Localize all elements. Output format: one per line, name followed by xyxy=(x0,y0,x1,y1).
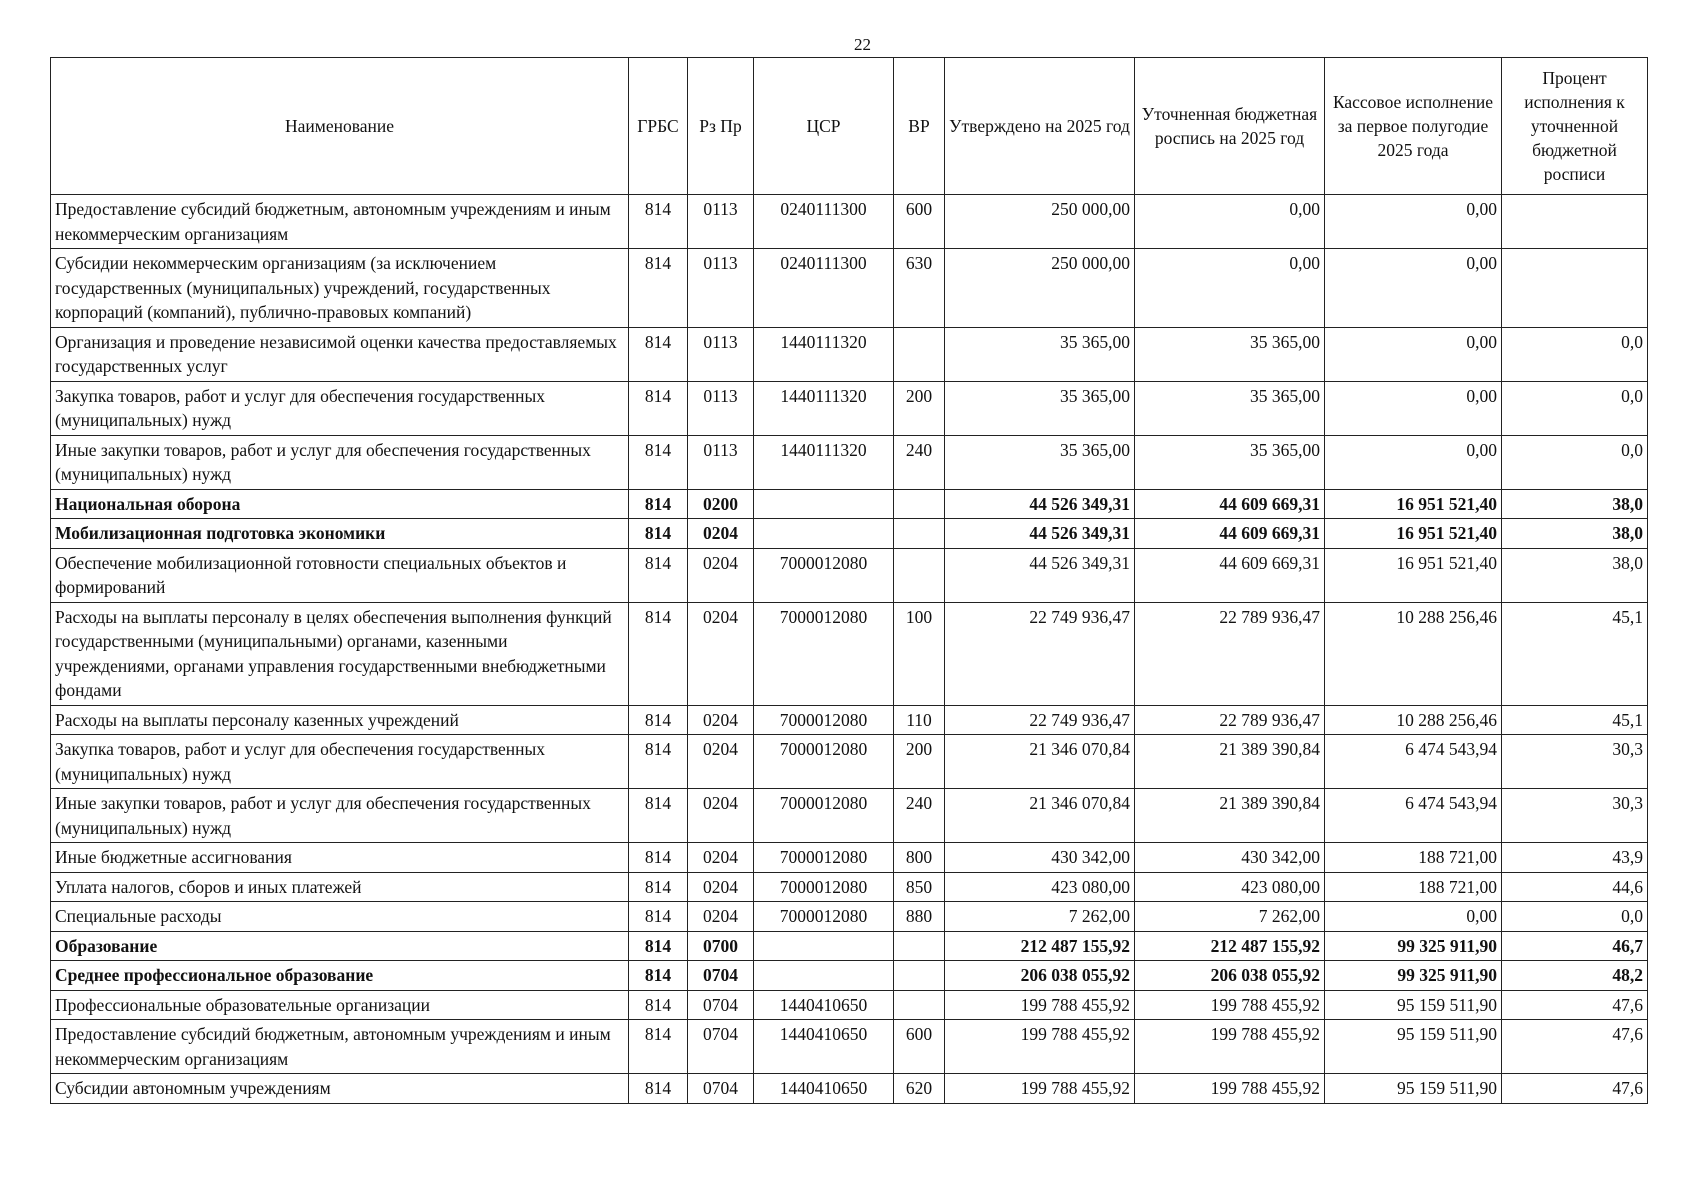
header-approved: Утверждено на 2025 год xyxy=(945,58,1135,195)
cell-name: Субсидии некоммерческим организациям (за исключением государственных (муниципальных) учреждений, государственных корпораций (компаний), публично-правовых компаний) xyxy=(51,249,629,328)
cell-cash: 95 159 511,90 xyxy=(1325,990,1502,1020)
cell-approved: 199 788 455,92 xyxy=(945,990,1135,1020)
cell-cash: 0,00 xyxy=(1325,902,1502,932)
cell-cash: 0,00 xyxy=(1325,327,1502,381)
cell-rzpr: 0204 xyxy=(688,843,754,873)
cell-refined: 21 389 390,84 xyxy=(1135,789,1325,843)
cell-cash: 0,00 xyxy=(1325,195,1502,249)
cell-cash: 16 951 521,40 xyxy=(1325,548,1502,602)
cell-refined: 423 080,00 xyxy=(1135,872,1325,902)
cell-grbs: 814 xyxy=(629,872,688,902)
cell-csr: 7000012080 xyxy=(754,843,894,873)
cell-name: Расходы на выплаты персоналу казенных учреждений xyxy=(51,705,629,735)
cell-refined: 0,00 xyxy=(1135,249,1325,328)
cell-vr: 600 xyxy=(894,195,945,249)
cell-percent: 47,6 xyxy=(1502,1074,1648,1104)
header-rzpr: Рз Пр xyxy=(688,58,754,195)
header-grbs: ГРБС xyxy=(629,58,688,195)
cell-grbs: 814 xyxy=(629,435,688,489)
cell-csr: 7000012080 xyxy=(754,602,894,705)
cell-percent: 0,0 xyxy=(1502,435,1648,489)
cell-percent xyxy=(1502,249,1648,328)
table-header-row xyxy=(51,58,1648,195)
cell-csr xyxy=(754,961,894,991)
table-row xyxy=(51,381,1648,435)
cell-refined: 35 365,00 xyxy=(1135,381,1325,435)
table-row xyxy=(51,435,1648,489)
cell-approved: 21 346 070,84 xyxy=(945,735,1135,789)
cell-approved: 206 038 055,92 xyxy=(945,961,1135,991)
cell-cash: 95 159 511,90 xyxy=(1325,1074,1502,1104)
cell-approved: 250 000,00 xyxy=(945,195,1135,249)
cell-refined: 44 609 669,31 xyxy=(1135,489,1325,519)
header-name: Наименование xyxy=(51,58,629,195)
cell-percent: 47,6 xyxy=(1502,990,1648,1020)
cell-refined: 199 788 455,92 xyxy=(1135,1020,1325,1074)
cell-grbs: 814 xyxy=(629,249,688,328)
cell-vr xyxy=(894,327,945,381)
cell-name: Иные бюджетные ассигнования xyxy=(51,843,629,873)
cell-csr: 0240111300 xyxy=(754,249,894,328)
cell-grbs: 814 xyxy=(629,1074,688,1104)
table-row xyxy=(51,735,1648,789)
cell-percent xyxy=(1502,195,1648,249)
cell-approved: 21 346 070,84 xyxy=(945,789,1135,843)
cell-rzpr: 0113 xyxy=(688,195,754,249)
cell-cash: 16 951 521,40 xyxy=(1325,489,1502,519)
cell-refined: 35 365,00 xyxy=(1135,327,1325,381)
cell-approved: 22 749 936,47 xyxy=(945,705,1135,735)
table-row xyxy=(51,519,1648,549)
cell-rzpr: 0113 xyxy=(688,435,754,489)
cell-cash: 10 288 256,46 xyxy=(1325,705,1502,735)
table-row xyxy=(51,602,1648,705)
cell-cash: 0,00 xyxy=(1325,249,1502,328)
table-row xyxy=(51,195,1648,249)
cell-approved: 212 487 155,92 xyxy=(945,931,1135,961)
cell-rzpr: 0113 xyxy=(688,381,754,435)
cell-approved: 35 365,00 xyxy=(945,435,1135,489)
cell-vr: 850 xyxy=(894,872,945,902)
cell-vr: 880 xyxy=(894,902,945,932)
header-csr: ЦСР xyxy=(754,58,894,195)
cell-cash: 188 721,00 xyxy=(1325,872,1502,902)
cell-grbs: 814 xyxy=(629,843,688,873)
cell-refined: 199 788 455,92 xyxy=(1135,990,1325,1020)
cell-approved: 199 788 455,92 xyxy=(945,1074,1135,1104)
cell-grbs: 814 xyxy=(629,789,688,843)
cell-rzpr: 0200 xyxy=(688,489,754,519)
cell-percent: 38,0 xyxy=(1502,489,1648,519)
cell-refined: 44 609 669,31 xyxy=(1135,519,1325,549)
cell-percent: 47,6 xyxy=(1502,1020,1648,1074)
cell-rzpr: 0113 xyxy=(688,327,754,381)
cell-name: Расходы на выплаты персоналу в целях обеспечения выполнения функций государственными (муниципальными) органами, казенными учреждениями, органами управления государственными внебюджетными фондами xyxy=(51,602,629,705)
cell-approved: 250 000,00 xyxy=(945,249,1135,328)
cell-csr: 7000012080 xyxy=(754,789,894,843)
cell-refined: 21 389 390,84 xyxy=(1135,735,1325,789)
cell-approved: 44 526 349,31 xyxy=(945,489,1135,519)
cell-vr: 630 xyxy=(894,249,945,328)
cell-grbs: 814 xyxy=(629,902,688,932)
cell-rzpr: 0204 xyxy=(688,735,754,789)
cell-cash: 99 325 911,90 xyxy=(1325,931,1502,961)
cell-approved: 430 342,00 xyxy=(945,843,1135,873)
table-row xyxy=(51,961,1648,991)
cell-csr: 1440410650 xyxy=(754,1020,894,1074)
cell-refined: 430 342,00 xyxy=(1135,843,1325,873)
table-row xyxy=(51,489,1648,519)
cell-vr: 620 xyxy=(894,1074,945,1104)
cell-name: Национальная оборона xyxy=(51,489,629,519)
cell-rzpr: 0700 xyxy=(688,931,754,961)
cell-percent: 38,0 xyxy=(1502,548,1648,602)
cell-vr: 240 xyxy=(894,435,945,489)
cell-cash: 95 159 511,90 xyxy=(1325,1020,1502,1074)
cell-refined: 22 789 936,47 xyxy=(1135,602,1325,705)
cell-name: Обеспечение мобилизационной готовности специальных объектов и формирований xyxy=(51,548,629,602)
cell-csr: 7000012080 xyxy=(754,902,894,932)
cell-rzpr: 0704 xyxy=(688,990,754,1020)
cell-vr: 800 xyxy=(894,843,945,873)
table-row xyxy=(51,548,1648,602)
cell-grbs: 814 xyxy=(629,961,688,991)
cell-refined: 7 262,00 xyxy=(1135,902,1325,932)
table-row xyxy=(51,249,1648,328)
cell-name: Закупка товаров, работ и услуг для обеспечения государственных (муниципальных) нужд xyxy=(51,735,629,789)
header-percent: Процент исполнения к уточненной бюджетной росписи xyxy=(1502,58,1648,195)
cell-csr: 1440410650 xyxy=(754,990,894,1020)
cell-percent: 48,2 xyxy=(1502,961,1648,991)
cell-vr xyxy=(894,931,945,961)
cell-csr xyxy=(754,489,894,519)
cell-rzpr: 0204 xyxy=(688,789,754,843)
table-row xyxy=(51,990,1648,1020)
page-number: 22 xyxy=(854,35,871,54)
cell-grbs: 814 xyxy=(629,519,688,549)
cell-percent: 43,9 xyxy=(1502,843,1648,873)
table-row xyxy=(51,843,1648,873)
cell-approved: 22 749 936,47 xyxy=(945,602,1135,705)
cell-csr xyxy=(754,519,894,549)
cell-refined: 206 038 055,92 xyxy=(1135,961,1325,991)
cell-percent: 30,3 xyxy=(1502,735,1648,789)
cell-grbs: 814 xyxy=(629,931,688,961)
cell-name: Специальные расходы xyxy=(51,902,629,932)
cell-grbs: 814 xyxy=(629,735,688,789)
table-row xyxy=(51,902,1648,932)
cell-approved: 35 365,00 xyxy=(945,327,1135,381)
cell-csr xyxy=(754,931,894,961)
cell-approved: 199 788 455,92 xyxy=(945,1020,1135,1074)
cell-cash: 99 325 911,90 xyxy=(1325,961,1502,991)
cell-rzpr: 0204 xyxy=(688,548,754,602)
cell-refined: 0,00 xyxy=(1135,195,1325,249)
cell-csr: 1440111320 xyxy=(754,327,894,381)
header-cash: Кассовое исполнение за первое полугодие 2025 года xyxy=(1325,58,1502,195)
budget-execution-table xyxy=(50,57,1648,1104)
cell-name: Организация и проведение независимой оценки качества предоставляемых государственных услуг xyxy=(51,327,629,381)
cell-csr: 1440111320 xyxy=(754,435,894,489)
cell-vr: 110 xyxy=(894,705,945,735)
cell-vr: 600 xyxy=(894,1020,945,1074)
cell-grbs: 814 xyxy=(629,548,688,602)
cell-name: Субсидии автономным учреждениям xyxy=(51,1074,629,1104)
cell-csr: 1440410650 xyxy=(754,1074,894,1104)
cell-percent: 46,7 xyxy=(1502,931,1648,961)
cell-percent: 38,0 xyxy=(1502,519,1648,549)
header-vr: ВР xyxy=(894,58,945,195)
cell-rzpr: 0704 xyxy=(688,961,754,991)
cell-cash: 188 721,00 xyxy=(1325,843,1502,873)
cell-name: Предоставление субсидий бюджетным, автономным учреждениям и иным некоммерческим организациям xyxy=(51,195,629,249)
cell-approved: 7 262,00 xyxy=(945,902,1135,932)
cell-percent: 0,0 xyxy=(1502,902,1648,932)
cell-percent: 45,1 xyxy=(1502,602,1648,705)
cell-cash: 0,00 xyxy=(1325,435,1502,489)
cell-refined: 22 789 936,47 xyxy=(1135,705,1325,735)
cell-rzpr: 0204 xyxy=(688,519,754,549)
cell-percent: 0,0 xyxy=(1502,381,1648,435)
table-row xyxy=(51,872,1648,902)
cell-grbs: 814 xyxy=(629,489,688,519)
cell-name: Закупка товаров, работ и услуг для обеспечения государственных (муниципальных) нужд xyxy=(51,381,629,435)
cell-name: Профессиональные образовательные организации xyxy=(51,990,629,1020)
cell-vr xyxy=(894,990,945,1020)
cell-rzpr: 0704 xyxy=(688,1020,754,1074)
cell-grbs: 814 xyxy=(629,1020,688,1074)
cell-csr: 7000012080 xyxy=(754,872,894,902)
cell-grbs: 814 xyxy=(629,381,688,435)
cell-refined: 212 487 155,92 xyxy=(1135,931,1325,961)
cell-name: Иные закупки товаров, работ и услуг для обеспечения государственных (муниципальных) нужд xyxy=(51,435,629,489)
cell-rzpr: 0204 xyxy=(688,902,754,932)
header-refined: Уточненная бюджетная роспись на 2025 год xyxy=(1135,58,1325,195)
cell-refined: 35 365,00 xyxy=(1135,435,1325,489)
cell-cash: 0,00 xyxy=(1325,381,1502,435)
cell-name: Образование xyxy=(51,931,629,961)
cell-grbs: 814 xyxy=(629,705,688,735)
cell-refined: 199 788 455,92 xyxy=(1135,1074,1325,1104)
cell-csr: 0240111300 xyxy=(754,195,894,249)
cell-vr xyxy=(894,519,945,549)
cell-csr: 1440111320 xyxy=(754,381,894,435)
cell-percent: 0,0 xyxy=(1502,327,1648,381)
cell-vr xyxy=(894,961,945,991)
cell-approved: 423 080,00 xyxy=(945,872,1135,902)
cell-rzpr: 0204 xyxy=(688,705,754,735)
cell-refined: 44 609 669,31 xyxy=(1135,548,1325,602)
table-row xyxy=(51,931,1648,961)
cell-csr: 7000012080 xyxy=(754,548,894,602)
cell-cash: 6 474 543,94 xyxy=(1325,789,1502,843)
cell-grbs: 814 xyxy=(629,327,688,381)
cell-percent: 30,3 xyxy=(1502,789,1648,843)
cell-vr: 100 xyxy=(894,602,945,705)
cell-csr: 7000012080 xyxy=(754,735,894,789)
cell-cash: 10 288 256,46 xyxy=(1325,602,1502,705)
cell-grbs: 814 xyxy=(629,195,688,249)
cell-name: Мобилизационная подготовка экономики xyxy=(51,519,629,549)
cell-name: Уплата налогов, сборов и иных платежей xyxy=(51,872,629,902)
cell-approved: 44 526 349,31 xyxy=(945,519,1135,549)
cell-name: Иные закупки товаров, работ и услуг для обеспечения государственных (муниципальных) нужд xyxy=(51,789,629,843)
cell-vr: 200 xyxy=(894,735,945,789)
cell-approved: 35 365,00 xyxy=(945,381,1135,435)
cell-rzpr: 0204 xyxy=(688,872,754,902)
cell-rzpr: 0113 xyxy=(688,249,754,328)
table-body xyxy=(51,195,1648,1104)
table-row xyxy=(51,1020,1648,1074)
cell-rzpr: 0204 xyxy=(688,602,754,705)
cell-csr: 7000012080 xyxy=(754,705,894,735)
cell-cash: 6 474 543,94 xyxy=(1325,735,1502,789)
cell-grbs: 814 xyxy=(629,602,688,705)
cell-rzpr: 0704 xyxy=(688,1074,754,1104)
cell-grbs: 814 xyxy=(629,990,688,1020)
cell-name: Предоставление субсидий бюджетным, автономным учреждениям и иным некоммерческим организациям xyxy=(51,1020,629,1074)
cell-vr xyxy=(894,489,945,519)
cell-percent: 44,6 xyxy=(1502,872,1648,902)
cell-percent: 45,1 xyxy=(1502,705,1648,735)
cell-vr: 200 xyxy=(894,381,945,435)
table-row xyxy=(51,1074,1648,1104)
cell-vr xyxy=(894,548,945,602)
cell-approved: 44 526 349,31 xyxy=(945,548,1135,602)
cell-cash: 16 951 521,40 xyxy=(1325,519,1502,549)
table-row xyxy=(51,327,1648,381)
cell-vr: 240 xyxy=(894,789,945,843)
table-row xyxy=(51,789,1648,843)
table-row xyxy=(51,705,1648,735)
cell-name: Среднее профессиональное образование xyxy=(51,961,629,991)
